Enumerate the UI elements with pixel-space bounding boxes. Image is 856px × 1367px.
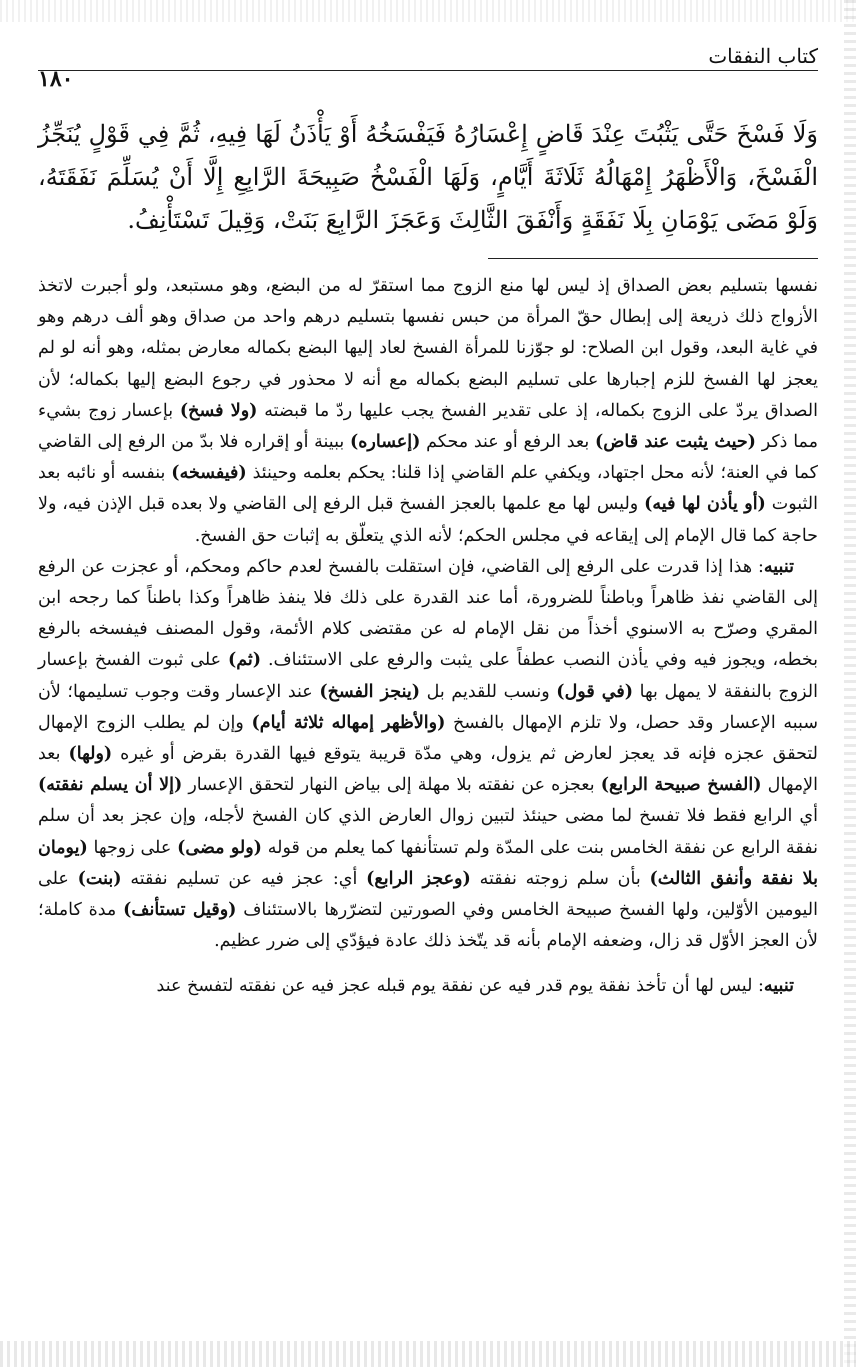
text-run: أي: عجز فيه عن تسليم نفقته — [121, 868, 367, 889]
text-run: على زوجها — [87, 837, 178, 858]
commentary-paragraph-2 — [38, 552, 818, 958]
text-run: بإعسار زوج بشيء مما ذكر — [38, 400, 819, 453]
scan-noise-top — [0, 0, 856, 22]
matn-quote: (ولا فسخ) — [179, 400, 258, 421]
text-run: بعجزه عن نفقته بلا مهلة إلى بياض النهار لتحقق الإعسار — [182, 775, 601, 796]
commentary-text — [38, 271, 818, 1003]
note-label: تنبيه — [763, 556, 794, 577]
matn-quote: (أو يأذن لها فيه) — [644, 494, 766, 515]
matn-text: وَلَا فَسْخَ حَتَّى يَثْبُتَ عِنْدَ قَاضٍ إِعْسَارُهُ فَيَفْسَخُهُ أَوْ يَأْذَنُ لَهَا فِيهِ، ثُمَّ فِي قَوْلٍ يُنَجِّزُ الْفَسْخَ، وَالْأَظْهَرُ إِمْهَالُهُ ثَلَاثَةَ أَيَّامٍ، وَلَهَا الْفَسْخُ صَبِيحَةَ الرَّابِعِ إِلَّا أَنْ يُسَلِّمَ نَفَقَتَهُ، وَلَوْ مَضَى يَوْمَانِ بِلَا نَفَقَةٍ وَأَنْفَقَ الثَّالِثَ وَعَجَزَ الرَّابِعَ بَنَتْ، وَقِيلَ تَسْتَأْنِفُ. — [38, 120, 818, 234]
matn-quote: (والأظهر إمهاله ثلاثة أيام) — [251, 712, 446, 733]
text-run: بعد الإمهال — [38, 744, 818, 796]
running-header — [38, 40, 818, 92]
matn-quote: (فيفسخه) — [171, 463, 247, 484]
text-run: ونسب للقديم بل — [420, 681, 557, 702]
matn-quote: (ثم) — [228, 650, 262, 671]
page-number: ١٨٠ — [38, 66, 74, 92]
text-run: عند الإعسار وقت وجوب تسليمها؛ لأن سببه الإعسار وقد حصل، ولا تلزم الإمهال بالفسخ — [38, 681, 818, 733]
matn-quote: (إعساره) — [349, 432, 421, 453]
matn-quote: (إلا أن يسلم نفقته) — [38, 775, 183, 796]
text-run: بعد الرفع أو عند محكم — [420, 432, 595, 453]
text-run: بأن سلم زوجته نفقته — [470, 868, 650, 889]
book-title: كتاب النفقات — [708, 44, 818, 68]
text-run: وليس لها مع علمها بالعجز الفسخ قبل الرفع إلى القاضي ولا بعده قبل الإذن فيه، ولا حاجة كما قال الإمام إلى إيقاعه في مجلس الحكم؛ لأنه الذي يتعلّق به إثبات حق الفسخ. — [38, 494, 818, 546]
scan-noise-bottom — [0, 1341, 856, 1367]
text-run: نفسها بتسليم بعض الصداق إذ ليس لها منع الزوج مما استقرّ له من البضع، وهو مستبعد، ولو أجبرت لاتخذ الأزواج ذلك ذريعة إلى إبطال حقّ المرأة من حبس نفسها بتسليم درهم واحد من صداق وهو ألف درهم وهو في غاية البعد، وقول ابن الصلاح: لو جوّزنا للمرأة الفسخ لعاد إليها البضع بكماله معارض بمثله، وهو أنه لو لم يعجز لها الفسخ للزم إجبارها على تسليم البضع بكماله مع أنه لا محذور في رجوع البضع إليها بكماله؛ لأن الصداق يردّ على الزوج بكماله، إذ على تقدير الفسخ يجب عليها ردّ ما قبضته — [38, 276, 818, 421]
matn-separator-rule — [488, 258, 818, 259]
commentary-paragraph-1 — [38, 271, 818, 552]
book-page — [38, 40, 818, 1003]
matn-quote: (ولها) — [68, 744, 113, 765]
matn-quote: (وعجز الرابع) — [366, 868, 471, 889]
commentary-paragraph-3 — [38, 971, 818, 1002]
text-run: : هذا إذا قدرت على الرفع إلى القاضي، فإن استقلت بالفسخ لعدم حاكم ومحكم، أو عجزت عن الرفع إلى القاضي نفذ ظاهراً وباطناً للضرورة، أما عند القدرة على ذلك فلا ينفذ ظاهراً وكذا باطناً كما رجحه ابن المقري وصرّح به الاسنوي أخذاً من نقل الإمام له عن مقتضى كلام الأئمة، وقول المصنف فيفسخه بالرفع بخطه، ويجوز فيه وفي يأذن النصب عطفاً على يثبت والرفع على الاستئناف. — [38, 556, 818, 671]
note-label: تنبيه — [763, 976, 794, 997]
text-run: على اليومين الأوّلين، ولها الفسخ صبيحة الخامس وفي الصورتين لتضرّرها بالاستئناف — [38, 868, 818, 921]
matn-quote: (حيث يثبت عند قاض) — [594, 432, 756, 453]
matn-quote: (الفسخ صبيحة الرابع) — [600, 775, 762, 796]
matn-quote: (وقيل تستأنف) — [123, 900, 237, 921]
text-run: : ليس لها أن تأخذ نفقة يوم قدر فيه عن نفقة يوم قبله عجز فيه عن نفقته لتفسخ عند — [156, 976, 764, 997]
matn-quote: (ينجز الفسخ) — [319, 681, 421, 702]
text-run: أي الرابع فقط فلا تفسخ لما مضى حينئذ لتبين زوال العارض الذي كان الفسخ لأجله، وإن عجز بعد أن سلم نفقة الرابع عن نفقة الخامس بنت على المدّة ولم تستأنفها كما يعلم من قوله — [38, 806, 819, 858]
matn-quote: (بنت) — [77, 868, 122, 889]
matn-quote: (ولو مضى) — [177, 837, 262, 858]
text-run: بنفسه أو نائبه بعد الثبوت — [38, 463, 818, 515]
text-run: ببينة أو إقراره فلا بدّ من الرفع إلى القاضي كما في العنة؛ لأنه محل اجتهاد، ويكفي علم القاضي إذا قلنا: يحكم بعلمه وحينئذ — [38, 432, 818, 484]
matn-quote: (يومان بلا نفقة وأنفق الثالث) — [38, 837, 818, 889]
text-run: وإن لم يطلب الزوج الإمهال لتحقق عجزه فإنه قد يعجز لعارض ثم يزول، وهي مدّة قريبة يتوقع فيها القدرة بقرض أو غيره — [38, 712, 819, 765]
matn-quote: (في قول) — [556, 681, 634, 702]
text-run: على ثبوت الفسخ بإعسار الزوج بالنفقة لا يمهل بها — [38, 650, 818, 702]
text-run: مدة كاملة؛ لأن العجز الأوّل قد زال، وضعفه الإمام بأنه قد يتّخذ ذلك عادة فيؤدّي إلى ضرر عظيم. — [38, 900, 818, 952]
scan-noise-right — [844, 0, 856, 1367]
